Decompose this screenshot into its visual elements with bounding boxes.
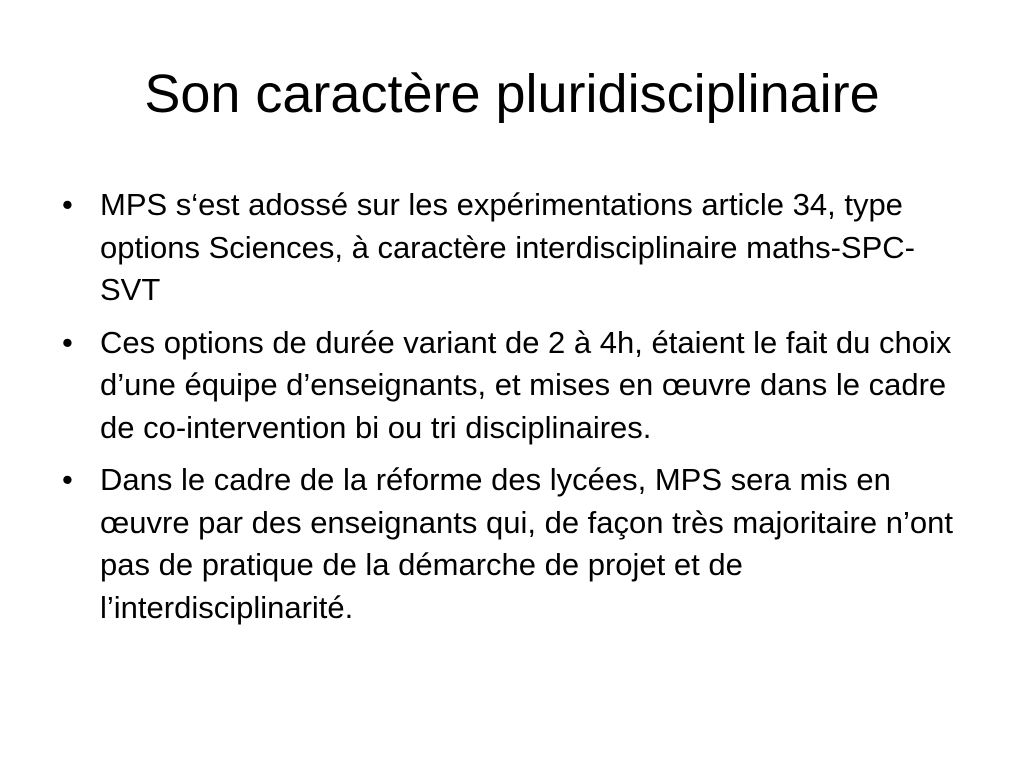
bullet-text: Ces options de durée variant de 2 à 4h, étaient le fait du choix d’une équipe d’enseignants, et mises en œuvre dans le cadre de co-intervention bi ou tri disciplinaires. — [100, 324, 952, 445]
bullet-text: Dans le cadre de la réforme des lycées, MPS sera mis en œuvre par des enseignants qui, de façon très majoritaire n’ont pas de pratique de la démarche de projet et de l’interdisciplinarité. — [100, 462, 953, 625]
bullet-text: MPS s‘est adossé sur les expérimentations article 34, type options Sciences, à caractère interdisciplinaire maths-SPC-SVT — [100, 187, 915, 307]
bullet-item — [60, 322, 970, 450]
bullet-list — [60, 184, 970, 639]
bullet-dot-icon: • — [62, 462, 73, 497]
bullet-item — [60, 184, 970, 312]
bullet-dot-icon: • — [62, 187, 73, 222]
bullet-dot-icon: • — [62, 324, 73, 360]
bullet-item — [60, 459, 970, 629]
slide-title: Son caractère pluridisciplinaire — [144, 64, 880, 124]
